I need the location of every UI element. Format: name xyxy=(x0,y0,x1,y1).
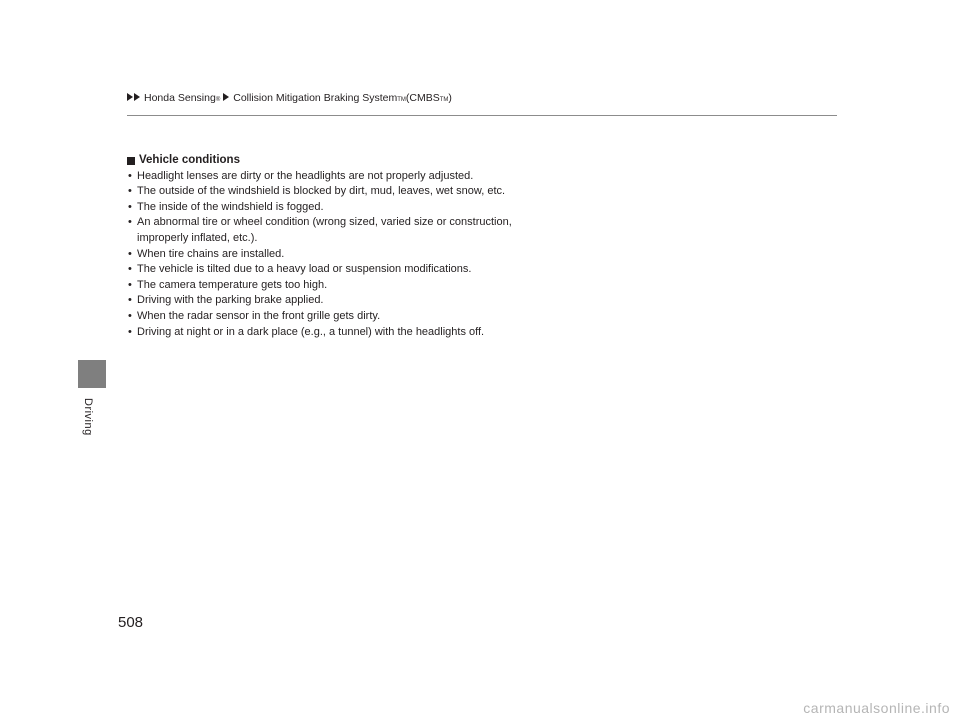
list-item-text: When tire chains are installed. xyxy=(137,247,285,260)
trademark-mark: TM xyxy=(439,97,449,103)
list-item xyxy=(127,293,687,309)
square-bullet-icon xyxy=(127,157,135,165)
main-content xyxy=(127,153,687,340)
list-item-text: The outside of the windshield is blocked by dirt, mud, leaves, wet snow, etc. xyxy=(137,185,506,198)
list-item xyxy=(127,309,687,325)
list-item xyxy=(127,247,687,263)
list-item-text: The camera temperature gets too high. xyxy=(137,278,328,291)
list-item-text: When the radar sensor in the front grille gets dirty. xyxy=(137,309,381,322)
list-item-continuation: improperly inflated, etc.). xyxy=(137,231,258,244)
trademark-mark: TM xyxy=(397,97,406,103)
list-item xyxy=(127,169,687,185)
breadcrumb-arrow-icon xyxy=(223,93,230,101)
list-item-text: The vehicle is tilted due to a heavy load or suspension modifications. xyxy=(137,263,472,276)
list-item-text: Headlight lenses are dirty or the headlights are not properly adjusted. xyxy=(137,169,474,182)
list-item-text: An abnormal tire or wheel condition (wrong sized, varied size or construction, xyxy=(137,216,512,229)
header-divider xyxy=(127,115,837,116)
bullet-icon: • xyxy=(128,309,132,322)
list-item xyxy=(127,184,687,200)
bullet-icon: • xyxy=(128,216,132,229)
list-item xyxy=(127,215,687,246)
list-item xyxy=(127,278,687,294)
list-item xyxy=(127,325,687,341)
section-tab-label: Driving xyxy=(82,398,94,436)
bullet-icon: • xyxy=(128,325,132,338)
bullet-icon: • xyxy=(128,247,132,260)
registered-mark: ® xyxy=(215,97,221,103)
breadcrumb-arrow-icon xyxy=(127,93,141,101)
bullet-icon: • xyxy=(128,185,132,198)
condition-list xyxy=(127,169,687,341)
bullet-icon: • xyxy=(128,200,132,213)
bullet-icon: • xyxy=(128,278,132,291)
breadcrumb-item[interactable]: Honda Sensing xyxy=(144,92,216,104)
bullet-icon: • xyxy=(128,169,132,182)
page-number: 508 xyxy=(118,614,144,631)
section-heading-text: Vehicle conditions xyxy=(139,154,240,166)
breadcrumb xyxy=(127,92,452,104)
breadcrumb-abbr-close: ) xyxy=(448,92,452,104)
watermark: carmanualsonline.info xyxy=(803,700,950,716)
section-tab-marker xyxy=(78,360,106,388)
bullet-icon: • xyxy=(128,263,132,276)
list-item xyxy=(127,200,687,216)
bullet-icon: • xyxy=(128,294,132,307)
list-item-text: The inside of the windshield is fogged. xyxy=(137,200,324,213)
list-item xyxy=(127,262,687,278)
list-item-text: Driving at night or in a dark place (e.g., a tunnel) with the headlights off. xyxy=(137,325,485,338)
section-heading xyxy=(127,153,687,169)
breadcrumb-item[interactable]: Collision Mitigation Braking System xyxy=(233,92,398,104)
list-item-text: Driving with the parking brake applied. xyxy=(137,294,324,307)
breadcrumb-abbr: (CMBS xyxy=(405,92,440,104)
